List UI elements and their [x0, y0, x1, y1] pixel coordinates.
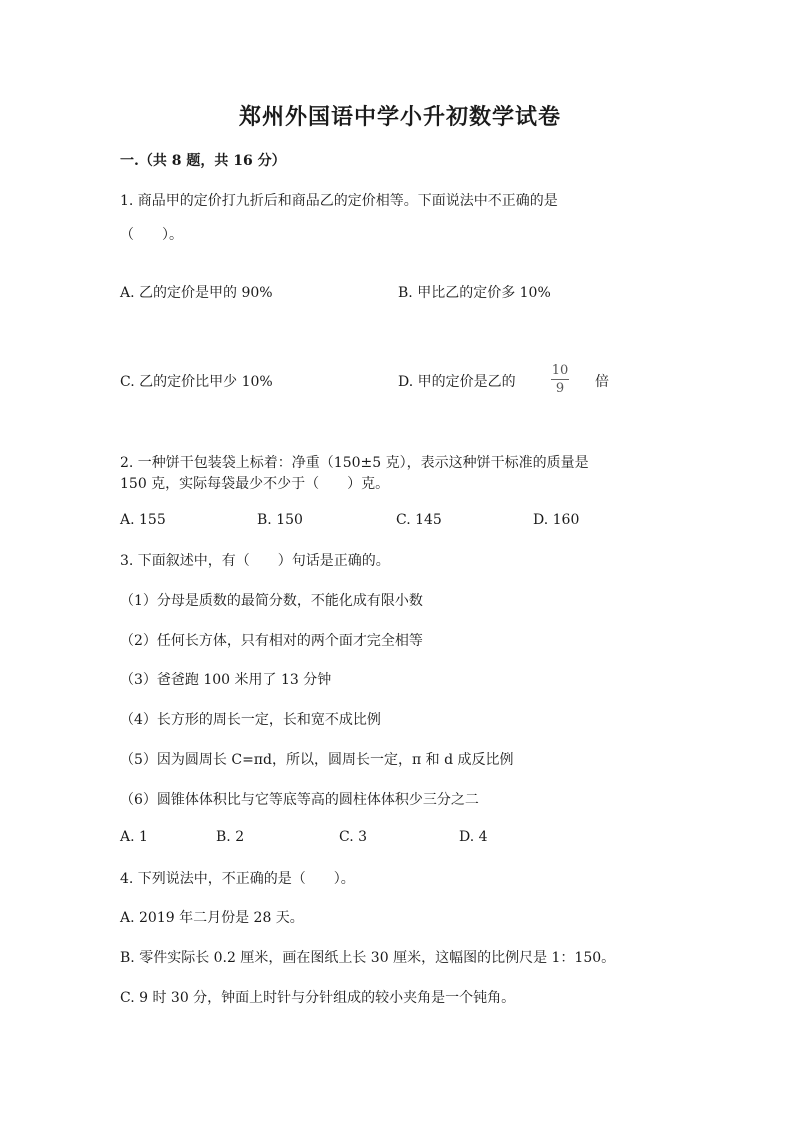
question-3-option-c: C. 3	[339, 829, 368, 845]
question-1-option-d-suffix: 倍	[595, 374, 609, 390]
question-3-statement-4: （4）长方形的周长一定，长和宽不成比例	[120, 712, 381, 728]
question-4-option-b: B. 零件实际长 0.2 厘米，画在图纸上长 30 厘米，这幅图的比例尺是 1：150。	[120, 950, 616, 966]
question-1-stem: 1. 商品甲的定价打九折后和商品乙的定价相等。下面说法中不正确的是	[120, 193, 558, 209]
question-2-option-b: B. 150	[257, 512, 303, 528]
question-3-statement-5: （5）因为圆周长 C=πd，所以，圆周长一定，π 和 d 成反比例	[120, 752, 514, 768]
question-3-option-d: D. 4	[459, 829, 488, 845]
question-4-option-a: A. 2019 年二月份是 28 天。	[120, 910, 304, 926]
question-3-stem: 3. 下面叙述中，有（ ）句话是正确的。	[120, 553, 390, 569]
question-2-option-d: D. 160	[533, 512, 580, 528]
question-2-option-c: C. 145	[396, 512, 442, 528]
question-3-option-a: A. 1	[120, 829, 148, 845]
question-4-stem: 4. 下列说法中，不正确的是（ ）。	[120, 871, 355, 887]
question-1-blank: （ ）。	[120, 227, 183, 243]
question-3-statement-2: （2）任何长方体，只有相对的两个面才完全相等	[120, 633, 423, 649]
question-2-line-1: 2. 一种饼干包装袋上标着：净重（150±5 克），表示这种饼干标准的质量是	[120, 455, 589, 471]
question-2-option-a: A. 155	[120, 512, 166, 528]
question-3-statement-1: （1）分母是质数的最简分数，不能化成有限小数	[120, 593, 423, 609]
question-1-option-c: C. 乙的定价比甲少 10%	[120, 374, 273, 390]
fraction-numerator: 10	[551, 363, 569, 378]
question-2-line-2: 150 克，实际每袋最少不少于（ ）克。	[120, 476, 390, 492]
question-3-option-b: B. 2	[216, 829, 245, 845]
fraction-bar	[551, 379, 569, 380]
question-1-option-d: D. 甲的定价是乙的	[398, 374, 516, 390]
question-1-option-b: B. 甲比乙的定价多 10%	[398, 285, 551, 301]
question-3-statement-3: （3）爸爸跑 100 米用了 13 分钟	[120, 672, 332, 688]
question-1-option-a: A. 乙的定价是甲的 90%	[120, 285, 273, 301]
page-title: 郑州外国语中学小升初数学试卷	[238, 104, 561, 130]
fraction-ten-ninths	[551, 364, 569, 395]
question-4-option-c: C. 9 时 30 分，钟面上时针与分针组成的较小夹角是一个钝角。	[120, 990, 516, 1006]
section-heading: 一.（共 8 题，共 16 分）	[120, 153, 286, 169]
question-3-statement-6: （6）圆锥体体积比与它等底等高的圆柱体体积少三分之二	[120, 792, 479, 808]
fraction-denominator: 9	[555, 381, 565, 396]
